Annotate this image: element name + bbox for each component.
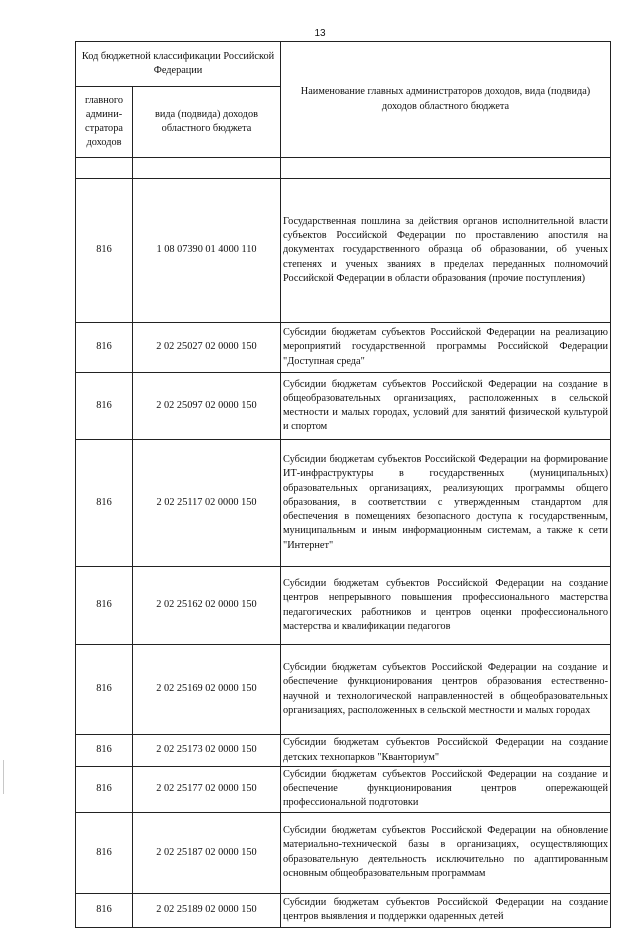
admin-code-cell: 816 — [76, 767, 133, 813]
admin-code-cell: 816 — [76, 440, 133, 567]
table-row — [76, 735, 611, 767]
revenue-name-cell: Субсидии бюджетам субъектов Российской Федерации на формирование ИТ-инфраструктуры в государственных (муниципальных) образовательных организациях, реализующих программы общего образования, в соответствии с утвержденным стандартом для обеспечения в помещениях безопасного доступа к государственным, муниципальным и иным информационным системам, а также к сети "Интернет" — [281, 440, 611, 567]
revenue-name-cell: Субсидии бюджетам субъектов Российской Федерации на создание центров выявления и поддержки одаренных детей — [281, 893, 611, 927]
spacer-cell — [133, 158, 281, 179]
revenue-code-cell: 2 02 25162 02 0000 150 — [133, 567, 281, 645]
table-row — [76, 373, 611, 440]
scan-margin-mark — [3, 760, 4, 794]
revenue-name-cell: Субсидии бюджетам субъектов Российской Федерации на создание центров непрерывного повышения профессионального мастерства педагогических работников и центров оценки профессионального мастерства и квалификации педагогов — [281, 567, 611, 645]
admin-code-cell: 816 — [76, 893, 133, 927]
revenue-name-cell: Субсидии бюджетам субъектов Российской Федерации на обновление материально-технической базы в организациях, осуществляющих образовательную деятельность исключительно по адаптированным основным общеобразовательным программам — [281, 812, 611, 893]
revenue-code-cell: 2 02 25177 02 0000 150 — [133, 767, 281, 813]
revenue-code-cell: 2 02 25097 02 0000 150 — [133, 373, 281, 440]
spacer-cell — [281, 158, 611, 179]
table-row — [76, 567, 611, 645]
revenue-name-cell: Субсидии бюджетам субъектов Российской Федерации на создание в общеобразовательных организациях, расположенных в сельской местности и малых городах, условий для занятий физической культурой и спортом — [281, 373, 611, 440]
admin-code-cell: 816 — [76, 645, 133, 735]
revenue-name-cell: Субсидии бюджетам субъектов Российской Федерации на создание и обеспечение функционирования центров опережающей профессиональной подготовки — [281, 767, 611, 813]
admin-code-cell: 816 — [76, 373, 133, 440]
header-revenue-code: вида (подвида) доходов областного бюджета — [133, 87, 281, 158]
table-row — [76, 323, 611, 373]
revenue-name-cell: Субсидии бюджетам субъектов Российской Федерации на создание и обеспечение функционирования центров образования естественно-научной и технологической направленностей в общеобразовательных организациях, расположенных в сельской местности и малых городах — [281, 645, 611, 735]
revenue-code-cell: 2 02 25189 02 0000 150 — [133, 893, 281, 927]
budget-classification-table — [75, 41, 611, 928]
admin-code-cell: 816 — [76, 323, 133, 373]
header-name: Наименование главных администраторов доходов, вида (подвида) доходов областного бюджета — [281, 42, 611, 158]
revenue-code-cell: 1 08 07390 01 4000 110 — [133, 179, 281, 323]
page-number: 13 — [314, 28, 326, 39]
table-row — [76, 893, 611, 927]
revenue-name-cell: Субсидии бюджетам субъектов Российской Федерации на реализацию мероприятий государственной программы Российской Федерации "Доступная среда" — [281, 323, 611, 373]
admin-code-cell: 816 — [76, 735, 133, 767]
header-admin-code: главного админи-стратора доходов — [76, 87, 133, 158]
table-row — [76, 179, 611, 323]
table-row — [76, 812, 611, 893]
revenue-name-cell: Субсидии бюджетам субъектов Российской Федерации на создание детских технопарков "Кванториум" — [281, 735, 611, 767]
spacer-cell — [76, 158, 133, 179]
header-row-main — [76, 42, 611, 87]
table-row — [76, 645, 611, 735]
revenue-code-cell: 2 02 25169 02 0000 150 — [133, 645, 281, 735]
revenue-code-cell: 2 02 25027 02 0000 150 — [133, 323, 281, 373]
revenue-code-cell: 2 02 25173 02 0000 150 — [133, 735, 281, 767]
table-row — [76, 767, 611, 813]
revenue-name-cell: Государственная пошлина за действия органов исполнительной власти субъектов Российской Федерации по проставлению апостиля на документах государственного образца об образовании, об ученых степенях и ученых званиях в пределах переданных полномочий Российской Федерации в области образования (прочие поступления) — [281, 179, 611, 323]
revenue-code-cell: 2 02 25117 02 0000 150 — [133, 440, 281, 567]
revenue-code-cell: 2 02 25187 02 0000 150 — [133, 812, 281, 893]
admin-code-cell: 816 — [76, 567, 133, 645]
table-header — [76, 42, 611, 179]
header-spacer-row — [76, 158, 611, 179]
table-row — [76, 440, 611, 567]
header-code-group: Код бюджетной классификации Российской Федерации — [76, 42, 281, 87]
admin-code-cell: 816 — [76, 812, 133, 893]
table-body — [76, 179, 611, 928]
admin-code-cell: 816 — [76, 179, 133, 323]
